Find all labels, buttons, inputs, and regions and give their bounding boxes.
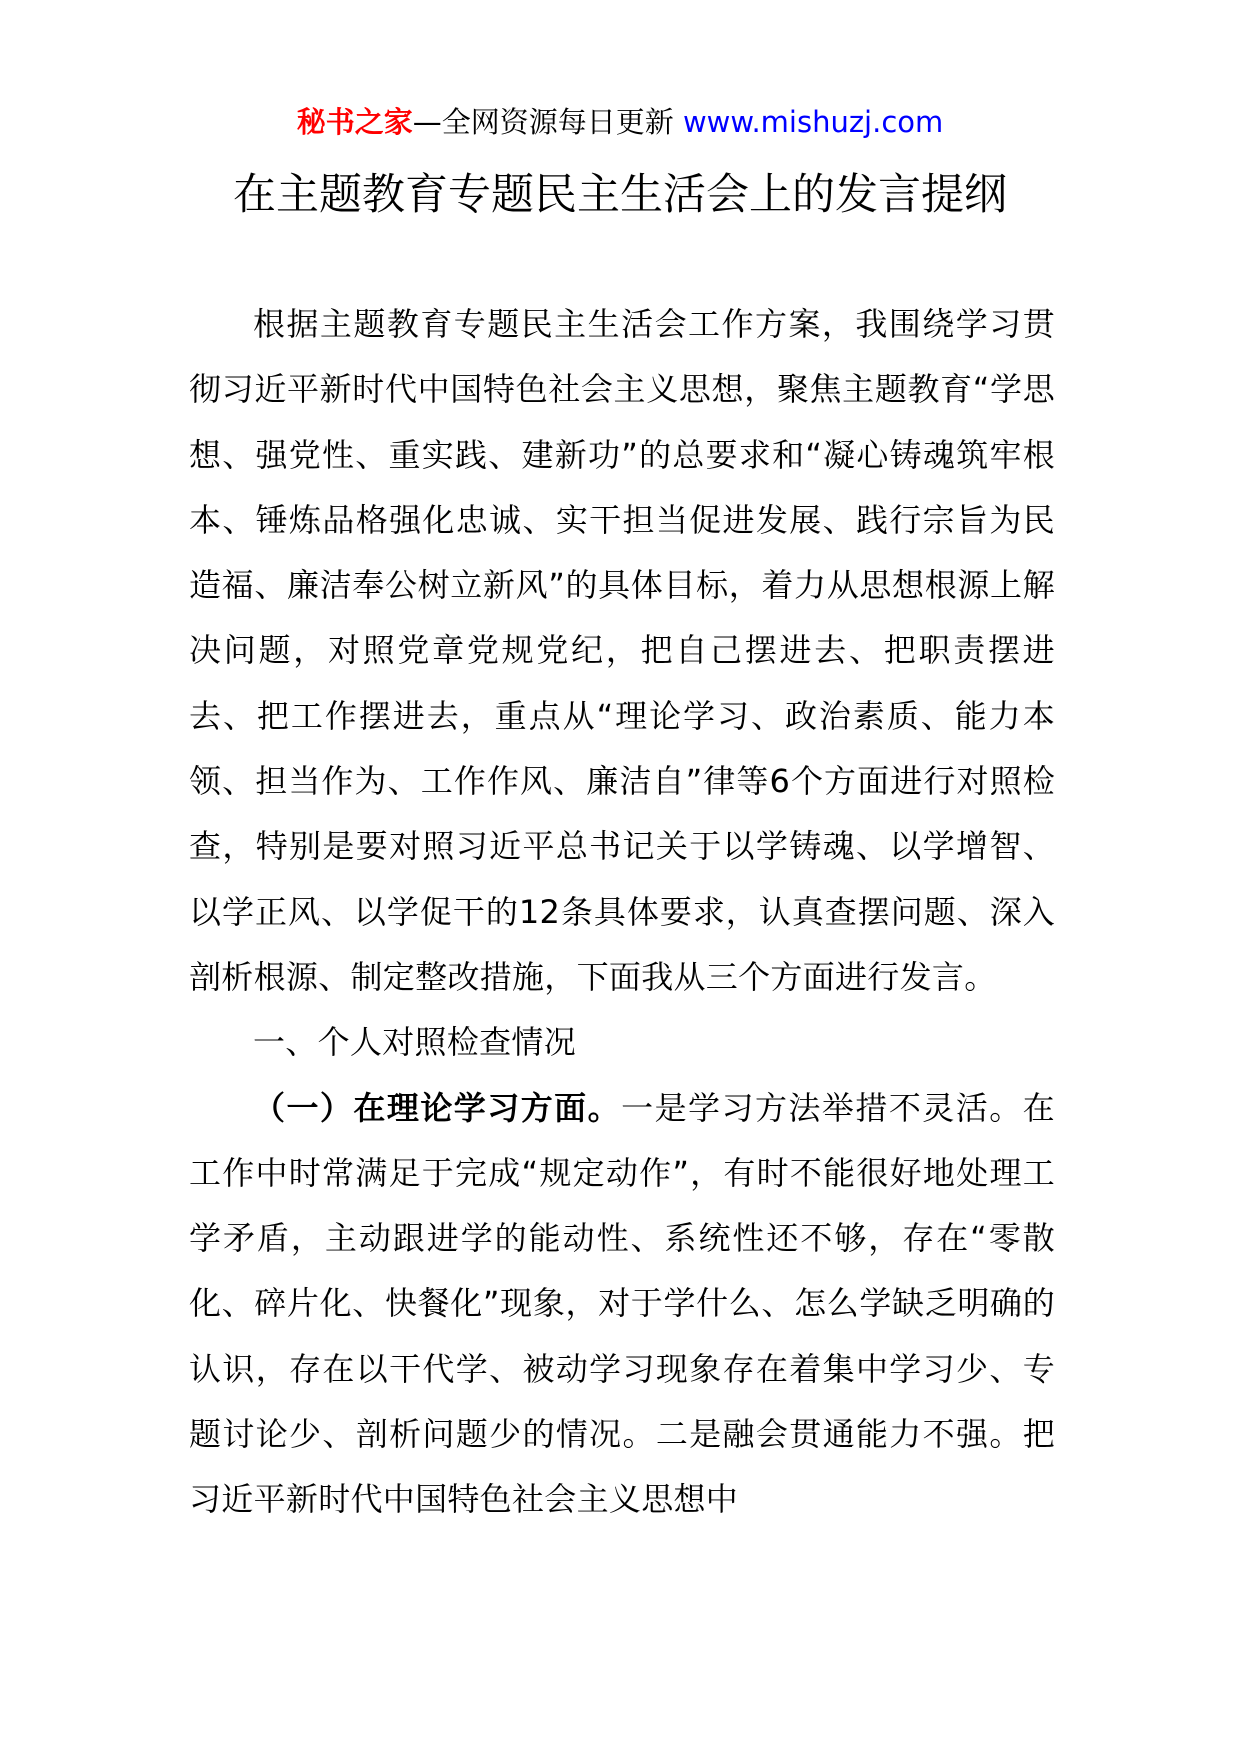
document-body [189,292,1055,1533]
brand-name: 秘书之家 [296,105,413,139]
site-header [0,102,1240,142]
site-url-link[interactable]: www.mishuzj.com [682,105,944,139]
header-tagline: —全网资源每日更新 [412,105,674,139]
section-heading: 一、个人对照检查情况 [253,1023,577,1062]
intro-paragraph: 根据主题教育专题民主生活会工作方案，我围绕学习贯彻习近平新时代中国特色社会主义思想，聚焦主题教育“学思想、强党性、重实践、建新功”的总要求和“凝心铸魂筑牢根本、锤炼品格强化忠诚、实干担当促进发展、践行宗旨为民造福、廉洁奉公树立新风”的具体目标，着力从思想根源上解决问题，对照党章党规党纪，把自己摆进去、把职责摆进去、把工作摆进去，重点从“理论学习、政治素质、能力本领、担当作为、工作作风、廉洁自”律等6个方面进行对照检查，特别是要对照习近平总书记关于以学铸魂、以学增智、以学正风、以学促干的12条具体要求，认真查摆问题、深入剖析根源、制定整改措施，下面我从三个方面进行发言。 [189,305,1055,996]
subsection-paragraph [189,1076,1055,1533]
subsection-heading: （一）在理论学习方面。 [253,1088,622,1127]
subsection-text: 一是学习方法举措不灵活。在工作中时常满足于完成“规定动作”，有时不能很好地处理工学矛盾，主动跟进学的能动性、系统性还不够，存在“零散化、碎片化、快餐化”现象，对于学什么、怎么学缺乏明确的认识，存在以干代学、被动学习现象存在着集中学习少、专题讨论少、剖析问题少的情况。二是融会贯通能力不强。把习近平新时代中国特色社会主义思想中 [189,1088,1055,1519]
document-title: 在主题教育专题民主生活会上的发言提纲 [233,170,1007,220]
